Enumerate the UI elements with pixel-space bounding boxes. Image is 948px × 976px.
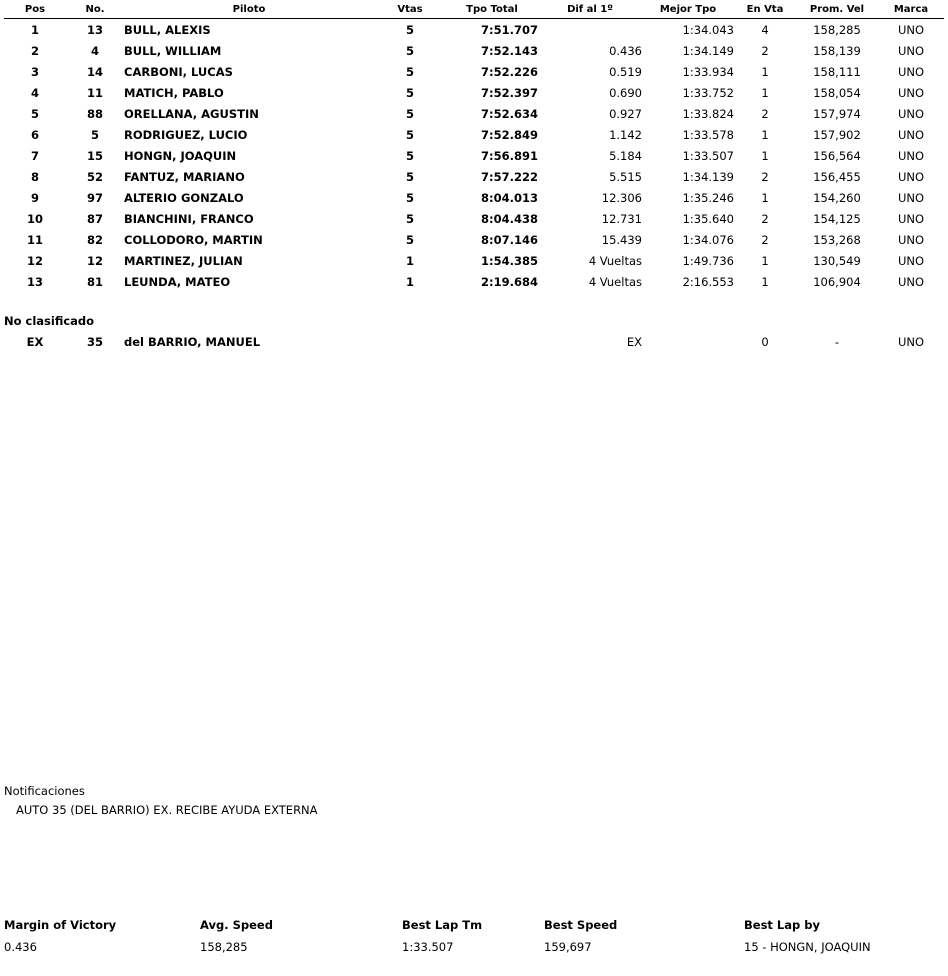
cell-en-vta: 1: [761, 85, 769, 100]
cell-en-vta: 1: [761, 253, 769, 268]
unclassified-cell-mejor-tpo: [642, 331, 734, 352]
cell-vtas: 5: [405, 22, 414, 37]
table-row: [4, 271, 944, 292]
results-table: [4, 0, 944, 292]
cell-marca: UNO: [897, 190, 925, 205]
header-row: [4, 0, 944, 19]
cell-no: 15: [86, 148, 103, 163]
cell-dif: 0.436: [609, 43, 642, 58]
cell-piloto: FANTUZ, MARIANO: [124, 169, 245, 184]
cell-no: 14: [86, 64, 103, 79]
notifications-title: Notificaciones: [4, 784, 85, 798]
cell-tpo-total: 1:54.385: [481, 253, 538, 268]
cell-mejor-tpo: 1:35.246: [682, 190, 734, 205]
cell-dif: 0.927: [609, 106, 642, 121]
table-row: [4, 208, 944, 229]
cell-dif: 15.439: [601, 232, 642, 247]
cell-prom-vel: 158,139: [813, 43, 861, 58]
cell-pos: 8: [30, 169, 39, 184]
cell-en-vta: 2: [761, 43, 769, 58]
summary-value-best-lap-by: 15 - HONGN, JOAQUIN: [744, 940, 871, 954]
summary-header-row: [4, 918, 944, 940]
cell-en-vta: 1: [761, 64, 769, 79]
table-row: [4, 124, 944, 145]
cell-no: 4: [90, 43, 99, 58]
cell-pos: 5: [30, 106, 39, 121]
cell-prom-vel: 153,268: [813, 232, 861, 247]
column-header-no: No.: [66, 0, 124, 19]
cell-tpo-total: 7:52.226: [481, 64, 538, 79]
notifications-section: [4, 784, 904, 817]
cell-en-vta: 1: [761, 148, 769, 163]
cell-vtas: 5: [405, 190, 414, 205]
summary-value-best-speed: 159,697: [544, 940, 592, 954]
cell-vtas: 1: [405, 274, 414, 289]
summary-value-margin: 0.436: [4, 940, 37, 954]
cell-en-vta: 2: [761, 211, 769, 226]
cell-dif: 5.515: [609, 169, 642, 184]
cell-vtas: 5: [405, 127, 414, 142]
cell-tpo-total: 7:52.143: [481, 43, 538, 58]
unclassified-cell-pos: EX: [26, 334, 44, 349]
column-header-dif: Dif al 1º: [538, 0, 642, 19]
unclassified-title: No clasificado: [4, 314, 95, 328]
cell-marca: UNO: [897, 211, 925, 226]
cell-no: 5: [90, 127, 99, 142]
summary-header-best-speed: Best Speed: [544, 918, 618, 932]
table-row: [4, 145, 944, 166]
unclassified-cell-tpo-total: [446, 331, 538, 352]
cell-mejor-tpo: 2:16.553: [682, 274, 734, 289]
cell-tpo-total: 2:19.684: [481, 274, 538, 289]
table-row: [4, 187, 944, 208]
cell-prom-vel: 158,285: [813, 22, 861, 37]
cell-marca: UNO: [897, 253, 925, 268]
cell-piloto: RODRIGUEZ, LUCIO: [124, 127, 248, 142]
cell-no: 52: [86, 169, 103, 184]
table-row: [4, 61, 944, 82]
unclassified-cell-vtas: [374, 331, 446, 352]
cell-marca: UNO: [897, 232, 925, 247]
cell-dif: 4 Vueltas: [588, 253, 642, 268]
cell-piloto: COLLODORO, MARTIN: [124, 232, 263, 247]
cell-piloto: MARTINEZ, JULIAN: [124, 253, 243, 268]
cell-piloto: BULL, WILLIAM: [124, 43, 222, 58]
cell-dif: 5.184: [609, 148, 642, 163]
cell-tpo-total: 7:57.222: [481, 169, 538, 184]
cell-pos: 13: [26, 274, 43, 289]
cell-pos: 4: [30, 85, 39, 100]
unclassified-cell-prom-vel: -: [834, 334, 840, 349]
cell-pos: 3: [30, 64, 39, 79]
cell-no: 11: [86, 85, 103, 100]
cell-no: 97: [86, 190, 103, 205]
unclassified-row: [4, 331, 944, 352]
cell-marca: UNO: [897, 148, 925, 163]
cell-dif: 12.731: [601, 211, 642, 226]
cell-prom-vel: 130,549: [813, 253, 861, 268]
cell-tpo-total: 8:07.146: [481, 232, 538, 247]
cell-mejor-tpo: 1:35.640: [682, 211, 734, 226]
cell-prom-vel: 158,111: [813, 64, 861, 79]
cell-mejor-tpo: 1:49.736: [682, 253, 734, 268]
cell-piloto: ORELLANA, AGUSTIN: [124, 106, 259, 121]
cell-piloto: BULL, ALEXIS: [124, 22, 211, 37]
cell-mejor-tpo: 1:33.752: [682, 85, 734, 100]
cell-mejor-tpo: 1:33.934: [682, 64, 734, 79]
cell-tpo-total: 7:52.849: [481, 127, 538, 142]
cell-pos: 7: [30, 148, 39, 163]
cell-no: 82: [86, 232, 103, 247]
cell-prom-vel: 154,260: [813, 190, 861, 205]
cell-marca: UNO: [897, 169, 925, 184]
column-header-prom-vel: Prom. Vel: [796, 0, 878, 19]
table-row: [4, 166, 944, 187]
table-row: [4, 250, 944, 271]
results-table-header: [4, 0, 944, 19]
cell-no: 13: [86, 22, 103, 37]
cell-no: 87: [86, 211, 103, 226]
table-row: [4, 19, 944, 41]
cell-en-vta: 2: [761, 169, 769, 184]
cell-en-vta: 2: [761, 232, 769, 247]
summary-section: [4, 918, 944, 954]
unclassified-table: [4, 331, 944, 352]
cell-marca: UNO: [897, 22, 925, 37]
cell-tpo-total: 7:52.634: [481, 106, 538, 121]
cell-vtas: 1: [405, 253, 414, 268]
column-header-mejor-tpo: Mejor Tpo: [642, 0, 734, 19]
cell-vtas: 5: [405, 232, 414, 247]
cell-pos: 6: [30, 127, 39, 142]
cell-prom-vel: 156,564: [813, 148, 861, 163]
cell-pos: 12: [26, 253, 43, 268]
cell-no: 88: [86, 106, 103, 121]
cell-dif: 1.142: [609, 127, 642, 142]
cell-marca: UNO: [897, 274, 925, 289]
notifications-list: [4, 803, 904, 817]
summary-header-avg-speed: Avg. Speed: [200, 918, 273, 932]
cell-prom-vel: 106,904: [813, 274, 861, 289]
cell-en-vta: 1: [761, 274, 769, 289]
summary-table: [4, 918, 944, 954]
cell-vtas: 5: [405, 169, 414, 184]
column-header-vtas: Vtas: [374, 0, 446, 19]
cell-dif: 12.306: [601, 190, 642, 205]
cell-pos: 2: [30, 43, 39, 58]
summary-value-avg-speed: 158,285: [200, 940, 248, 954]
cell-en-vta: 1: [761, 190, 769, 205]
cell-vtas: 5: [405, 148, 414, 163]
results-table-body: [4, 19, 944, 293]
column-header-tpo-total: Tpo Total: [446, 0, 538, 19]
cell-marca: UNO: [897, 127, 925, 142]
cell-mejor-tpo: 1:34.149: [682, 43, 734, 58]
cell-mejor-tpo: 1:33.578: [682, 127, 734, 142]
cell-piloto: HONGN, JOAQUIN: [124, 148, 237, 163]
cell-piloto: ALTERIO GONZALO: [124, 190, 244, 205]
cell-prom-vel: 157,974: [813, 106, 861, 121]
cell-no: 12: [86, 253, 103, 268]
cell-vtas: 5: [405, 85, 414, 100]
cell-en-vta: 1: [761, 127, 769, 142]
table-row: [4, 40, 944, 61]
cell-pos: 10: [26, 211, 43, 226]
cell-dif: 0.690: [609, 85, 642, 100]
column-header-marca: Marca: [878, 0, 944, 19]
cell-marca: UNO: [897, 43, 925, 58]
unclassified-cell-en-vta: 0: [761, 334, 769, 349]
cell-pos: 11: [26, 232, 43, 247]
cell-vtas: 5: [405, 106, 414, 121]
cell-marca: UNO: [897, 64, 925, 79]
cell-dif: 4 Vueltas: [588, 274, 642, 289]
cell-mejor-tpo: 1:34.076: [682, 232, 734, 247]
summary-value-best-lap-tm: 1:33.507: [402, 940, 454, 954]
unclassified-cell-marca: UNO: [897, 334, 925, 349]
cell-prom-vel: 158,054: [813, 85, 861, 100]
cell-prom-vel: 157,902: [813, 127, 861, 142]
cell-dif: 0.519: [609, 64, 642, 79]
cell-en-vta: 4: [761, 22, 769, 37]
summary-header-margin: Margin of Victory: [4, 918, 117, 932]
cell-piloto: MATICH, PABLO: [124, 85, 224, 100]
cell-vtas: 5: [405, 64, 414, 79]
cell-dif: [538, 19, 642, 41]
table-row: [4, 103, 944, 124]
summary-header-best-lap-by: Best Lap by: [744, 918, 820, 932]
notification-line: AUTO 35 (DEL BARRIO) EX. RECIBE AYUDA EXTERNA: [16, 803, 318, 817]
cell-mejor-tpo: 1:34.043: [682, 22, 734, 37]
column-header-pos: Pos: [4, 0, 66, 19]
cell-mejor-tpo: 1:33.507: [682, 148, 734, 163]
cell-tpo-total: 8:04.013: [481, 190, 538, 205]
cell-vtas: 5: [405, 43, 414, 58]
cell-piloto: CARBONI, LUCAS: [124, 64, 233, 79]
cell-prom-vel: 154,125: [813, 211, 861, 226]
cell-vtas: 5: [405, 211, 414, 226]
cell-piloto: LEUNDA, MATEO: [124, 274, 231, 289]
cell-mejor-tpo: 1:34.139: [682, 169, 734, 184]
cell-tpo-total: 7:56.891: [481, 148, 538, 163]
cell-tpo-total: 7:52.397: [481, 85, 538, 100]
cell-mejor-tpo: 1:33.824: [682, 106, 734, 121]
column-header-piloto: Piloto: [124, 0, 374, 19]
table-row: [4, 82, 944, 103]
unclassified-cell-piloto: del BARRIO, MANUEL: [124, 334, 261, 349]
cell-tpo-total: 7:51.707: [481, 22, 538, 37]
cell-en-vta: 2: [761, 106, 769, 121]
cell-prom-vel: 156,455: [813, 169, 861, 184]
cell-marca: UNO: [897, 85, 925, 100]
summary-header-best-lap-tm: Best Lap Tm: [402, 918, 483, 932]
table-row: [4, 229, 944, 250]
cell-pos: 1: [30, 22, 39, 37]
summary-value-row: [4, 940, 944, 954]
cell-tpo-total: 8:04.438: [481, 211, 538, 226]
unclassified-table-body: [4, 331, 944, 352]
cell-pos: 9: [30, 190, 39, 205]
column-header-en-vta: En Vta: [734, 0, 796, 19]
cell-marca: UNO: [897, 106, 925, 121]
unclassified-cell-no: 35: [86, 334, 103, 349]
unclassified-cell-dif: EX: [626, 334, 642, 349]
cell-no: 81: [86, 274, 103, 289]
cell-piloto: BIANCHINI, FRANCO: [124, 211, 254, 226]
